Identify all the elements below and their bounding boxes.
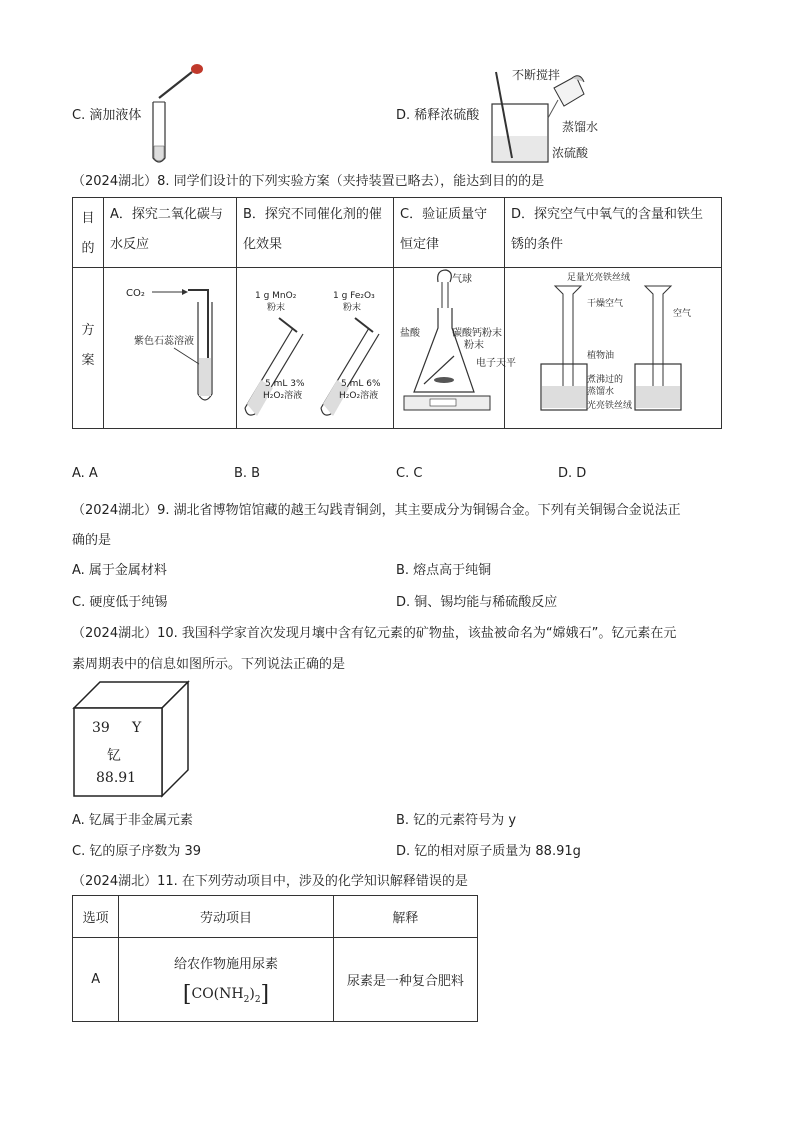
q11-table [72,895,478,1022]
urea-formula: $[CO(NH_2)_2]$ [182,981,270,1007]
header-explain: 解释 [333,896,477,938]
svg-text:足量光亮铁丝绒: 足量光亮铁丝绒 [567,273,631,283]
stir-label: 不断搅拌 [512,68,561,82]
svg-text:空气: 空气 [673,309,692,319]
plan-c [394,268,516,429]
svg-text:粉末: 粉末 [464,340,484,351]
header-item: 劳动项目 [119,896,333,938]
q8-choice-d[interactable]: D. D [558,466,587,481]
svg-text:气球: 气球 [452,274,472,285]
plan-a [104,268,237,429]
svg-text:1 g Fe₂O₃: 1 g Fe₂O₃ [333,291,375,301]
svg-text:1 g MnO₂: 1 g MnO₂ [255,291,297,301]
svg-text:5 mL 6%: 5 mL 6% [341,379,381,389]
row-explain: 尿素是一种复合肥料 [333,938,477,1022]
svg-text:碳酸钙粉末: 碳酸钙粉末 [452,328,502,339]
q8-stem: （2024湖北）8. 同学们设计的下列实验方案（夹持装置已略去），能达到目的的是 [72,174,545,189]
water-label: 蒸馏水 [562,120,599,134]
purpose-header: 目 的 [73,198,104,268]
element-name: 钇 [107,748,121,764]
purpose-a: A．探究二氧化碳与水反应 [110,207,223,252]
q9-stem-2: 确的是 [72,533,112,548]
header-option: 选项 [73,896,119,938]
svg-text:煮沸过的: 煮沸过的 [587,375,624,385]
option-c-label: C. 滴加液体 [72,108,142,123]
svg-text:粉末: 粉末 [267,303,286,313]
plan-b [237,268,394,429]
row-option: A [73,938,119,1022]
q9-choice-b[interactable]: B. 熔点高于纯铜 [396,563,492,578]
q10-choice-a[interactable]: A. 钇属于非金属元素 [72,813,193,828]
svg-text:粉末: 粉末 [343,303,362,313]
q10-choice-b[interactable]: B. 钇的元素符号为 y [396,813,517,828]
plan-d [505,268,722,429]
row-item: 给农作物施用尿素 $[CO(NH_2)_2]$ [119,938,333,1022]
table-row [73,938,478,1022]
litmus-label: 紫色石蕊溶液 [134,336,194,347]
svg-text:干燥空气: 干燥空气 [587,299,624,309]
q8-choice-b[interactable]: B. B [234,466,261,481]
svg-text:盐酸: 盐酸 [400,328,420,339]
plan-header: 方 案 [73,268,104,429]
svg-text:光亮铁丝绒: 光亮铁丝绒 [587,401,633,411]
element-mass: 88.91 [96,770,137,786]
q9-stem-1: （2024湖北）9. 湖北省博物馆馆藏的越王勾践青铜剑，其主要成分为铜锡合金。下列有关铜锡合金说法正 [72,503,681,518]
svg-text:5 mL 3%: 5 mL 3% [265,379,305,389]
svg-text:H₂O₂溶液: H₂O₂溶液 [339,391,379,401]
svg-text:蒸馏水: 蒸馏水 [587,387,615,397]
q8-choice-c[interactable]: C. C [396,466,423,481]
element-number: 39 [92,720,110,736]
q10-stem-1: （2024湖北）10. 我国科学家首次发现月壤中含有钇元素的矿物盐，该盐被命名为“嫦娥石”。钇元素在元 [72,626,677,641]
element-symbol: Y [132,720,142,736]
q8-choice-a[interactable]: A. A [72,466,98,481]
svg-text:电子天平: 电子天平 [476,358,516,369]
svg-text:植物油: 植物油 [587,351,615,361]
q10-choice-c[interactable]: C. 钇的原子序数为 39 [72,844,202,859]
dropper-figure [140,62,210,166]
purpose-c: C．验证质量守恒定律 [400,207,488,252]
purpose-b: B．探究不同催化剂的催化效果 [243,207,382,252]
svg-text:H₂O₂溶液: H₂O₂溶液 [263,391,303,401]
co2-label: CO₂ [126,288,145,299]
acid-label: 浓硫酸 [552,146,589,160]
q8-table [72,197,722,429]
purpose-d: D．探究空气中氧气的含量和铁生锈的条件 [511,207,704,252]
q9-choice-a[interactable]: A. 属于金属材料 [72,563,167,578]
q10-choice-d[interactable]: D. 钇的相对原子质量为 88.91g [396,844,581,859]
q9-choice-d[interactable]: D. 铜、锡均能与稀硫酸反应 [396,595,558,610]
q11-stem: （2024湖北）11. 在下列劳动项目中，涉及的化学知识解释错误的是 [72,874,468,889]
q9-choice-c[interactable]: C. 硬度低于纯锡 [72,595,168,610]
q10-stem-2: 素周期表中的信息如图所示。下列说法正确的是 [72,657,346,672]
option-d-label: D. 稀释浓硫酸 [396,108,480,123]
